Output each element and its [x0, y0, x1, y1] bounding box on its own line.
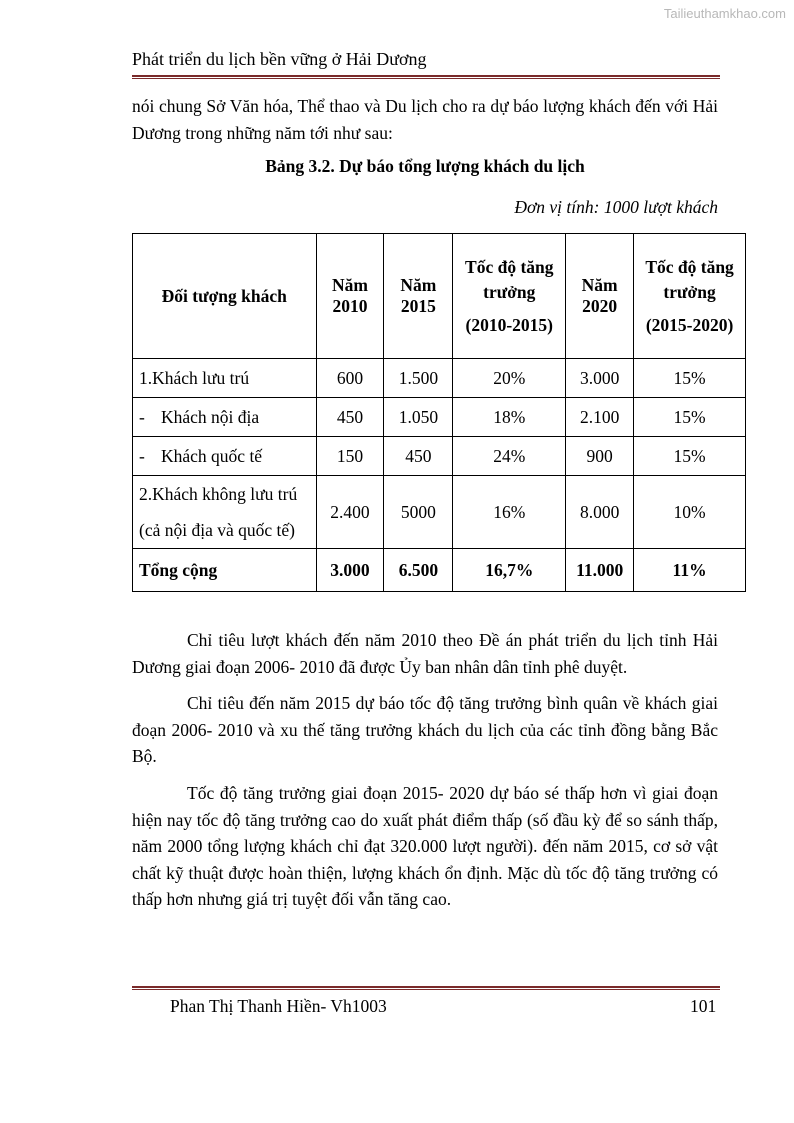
cell-2015: 1.050 [384, 398, 453, 437]
cell-growth-2: 15% [634, 398, 746, 437]
cell-2020: 8.000 [566, 476, 634, 549]
cell-growth-2: 10% [634, 476, 746, 549]
table-row [133, 476, 746, 549]
cell-2010: 2.400 [316, 476, 384, 549]
total-label: Tổng cộng [133, 549, 317, 592]
cell-growth-1: 18% [453, 398, 566, 437]
body-paragraph-3: Tốc độ tăng trưởng giai đoạn 2015- 2020 dự báo sé thấp hơn vì giai đoạn hiện nay tốc độ tăng trưởng cao do xuất phát điểm thấp (số đầu kỳ để so sánh thấp, năm 2000 tổng lượng khách chỉ đạt 320.000 lượt người). đến năm 2015, cơ sở vật chất kỹ thuật được hoàn thiện, lượng khách ổn định. Mặc dù tốc độ tăng trưởng có thấp hơn nhưng giá trị tuyệt đối vẫn tăng cao. [132, 783, 718, 909]
table-unit: Đơn vị tính: 1000 lượt khách [514, 197, 718, 217]
cell-2020: 3.000 [566, 359, 634, 398]
header-2015: Năm 2015 [384, 234, 453, 359]
growth-period: (2010-2015) [465, 314, 554, 335]
table-total-row [133, 549, 746, 592]
body-paragraph-2: Chỉ tiêu đến năm 2015 dự báo tốc độ tăng trưởng bình quân về khách giai đoạn 2006- 2010 và xu thế tăng trưởng khách du lịch của các tỉnh đồng bằng Bắc Bộ. [132, 693, 718, 766]
cell-2015: 450 [384, 437, 453, 476]
cell-2020: 900 [566, 437, 634, 476]
cell-growth-1: 24% [453, 437, 566, 476]
row-label [133, 398, 317, 437]
total-2020: 11.000 [566, 549, 634, 592]
total-2010: 3.000 [316, 549, 384, 592]
cell-2020: 2.100 [566, 398, 634, 437]
cell-2015: 1.500 [384, 359, 453, 398]
cell-growth-1: 16% [453, 476, 566, 549]
table-header-row [133, 234, 746, 359]
growth-title: Tốc độ tăng trưởng [645, 256, 734, 302]
header-visitor-type: Đối tượng khách [133, 234, 317, 359]
table-row [133, 359, 746, 398]
row-label-text: Khách nội địa [161, 406, 260, 427]
growth-period: (2015-2020) [645, 314, 734, 335]
row-label [133, 476, 317, 549]
intro-paragraph: nói chung Sở Văn hóa, Thể thao và Du lịch cho ra dự báo lượng khách đến với Hải Dương trong những năm tới như sau: [132, 96, 718, 143]
header-growth-2010-2015 [453, 234, 566, 359]
cell-2010: 150 [316, 437, 384, 476]
row-label-line1: 2.Khách không lưu trú [139, 484, 298, 504]
body-paragraph-1: Chỉ tiêu lượt khách đến năm 2010 theo Đề án phát triển du lịch tỉnh Hải Dương giai đoạn 2006- 2010 đã được Ủy ban nhân dân tỉnh phê duyệt. [132, 630, 718, 677]
cell-2010: 600 [316, 359, 384, 398]
cell-2010: 450 [316, 398, 384, 437]
row-label: 1.Khách lưu trú [133, 359, 317, 398]
cell-growth-1: 20% [453, 359, 566, 398]
row-label [133, 437, 317, 476]
footer-rule [132, 986, 720, 990]
total-growth-2: 11% [634, 549, 746, 592]
page-number: 101 [690, 996, 717, 1016]
header-2020: Năm 2020 [566, 234, 634, 359]
header-growth-2015-2020 [634, 234, 746, 359]
total-growth-1: 16,7% [453, 549, 566, 592]
growth-title: Tốc độ tăng trưởng [465, 256, 554, 302]
footer-author: Phan Thị Thanh Hiền- Vh1003 [170, 996, 387, 1016]
cell-growth-2: 15% [634, 437, 746, 476]
table-row [133, 398, 746, 437]
table-row [133, 437, 746, 476]
cell-growth-2: 15% [634, 359, 746, 398]
page-header-title: Phát triển du lịch bền vững ở Hải Dương [132, 49, 427, 69]
row-label-text: Khách quốc tế [161, 445, 263, 466]
total-2015: 6.500 [384, 549, 453, 592]
header-rule [132, 75, 720, 79]
row-dash: - [139, 406, 145, 427]
row-dash: - [139, 445, 145, 466]
forecast-table [132, 233, 746, 592]
header-2010: Năm 2010 [316, 234, 384, 359]
cell-2015: 5000 [384, 476, 453, 549]
table-caption: Bảng 3.2. Dự báo tổng lượng khách du lịch [265, 156, 585, 176]
row-label-line2: (cả nội địa và quốc tế) [139, 520, 295, 540]
watermark: Tailieuthamkhao.com [663, 6, 786, 21]
